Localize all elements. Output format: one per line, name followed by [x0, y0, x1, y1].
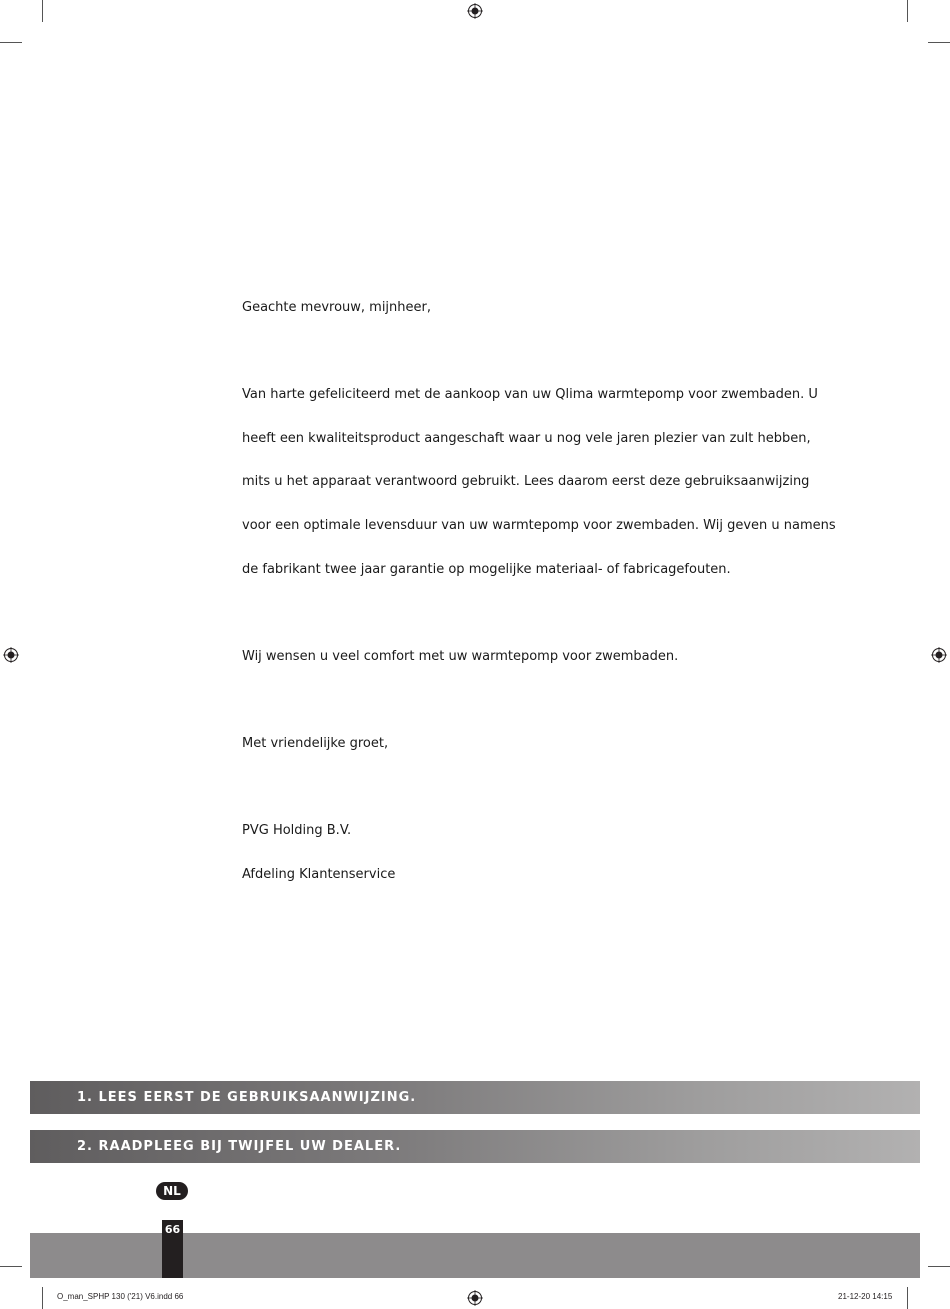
- registration-mark-icon: [3, 647, 19, 663]
- department-name: Afdeling Klantenservice: [242, 867, 396, 882]
- crop-mark: [907, 0, 908, 22]
- crop-mark: [928, 42, 950, 43]
- salutation: Geachte mevrouw, mijnheer,: [242, 300, 431, 315]
- paragraph-line: Van harte gefeliciteerd met de aankoop van uw Qlima warmtepomp voor zwembaden. U: [242, 387, 818, 402]
- print-slug-file: O_man_SPHP 130 ('21) V6.indd 66: [57, 1292, 184, 1301]
- paragraph-line: voor een optimale levensduur van uw warmtepomp voor zwembaden. Wij geven u namens: [242, 518, 836, 533]
- crop-mark: [0, 1266, 22, 1267]
- instruction-banner: [30, 1130, 920, 1163]
- page-number: 66: [162, 1220, 183, 1278]
- paragraph-line: mits u het apparaat verantwoord gebruikt. Lees daarom eerst deze gebruiksaanwijzing: [242, 474, 810, 489]
- crop-mark: [907, 1287, 908, 1309]
- paragraph-line: de fabrikant twee jaar garantie op mogelijke materiaal- of fabricagefouten.: [242, 562, 731, 577]
- registration-mark-icon: [467, 1290, 483, 1306]
- instruction-banner: [30, 1081, 920, 1114]
- crop-mark: [42, 1287, 43, 1309]
- paragraph-line: heeft een kwaliteitsproduct aangeschaft waar u nog vele jaren plezier van zult hebben,: [242, 431, 811, 446]
- registration-mark-icon: [467, 3, 483, 19]
- wish-line: Wij wensen u veel comfort met uw warmtepomp voor zwembaden.: [242, 649, 679, 664]
- closing-line: Met vriendelijke groet,: [242, 736, 389, 751]
- crop-mark: [928, 1266, 950, 1267]
- print-slug-date: 21-12-20 14:15: [838, 1292, 893, 1301]
- crop-mark: [0, 42, 22, 43]
- banner-text: 2. RAADPLEEG BIJ TWIJFEL UW DEALER.: [77, 1139, 402, 1154]
- banner-text: 1. LEES EERST DE GEBRUIKSAANWIJZING.: [77, 1090, 417, 1105]
- crop-mark: [42, 0, 43, 22]
- language-badge: NL: [156, 1182, 188, 1200]
- company-name: PVG Holding B.V.: [242, 823, 352, 838]
- registration-mark-icon: [931, 647, 947, 663]
